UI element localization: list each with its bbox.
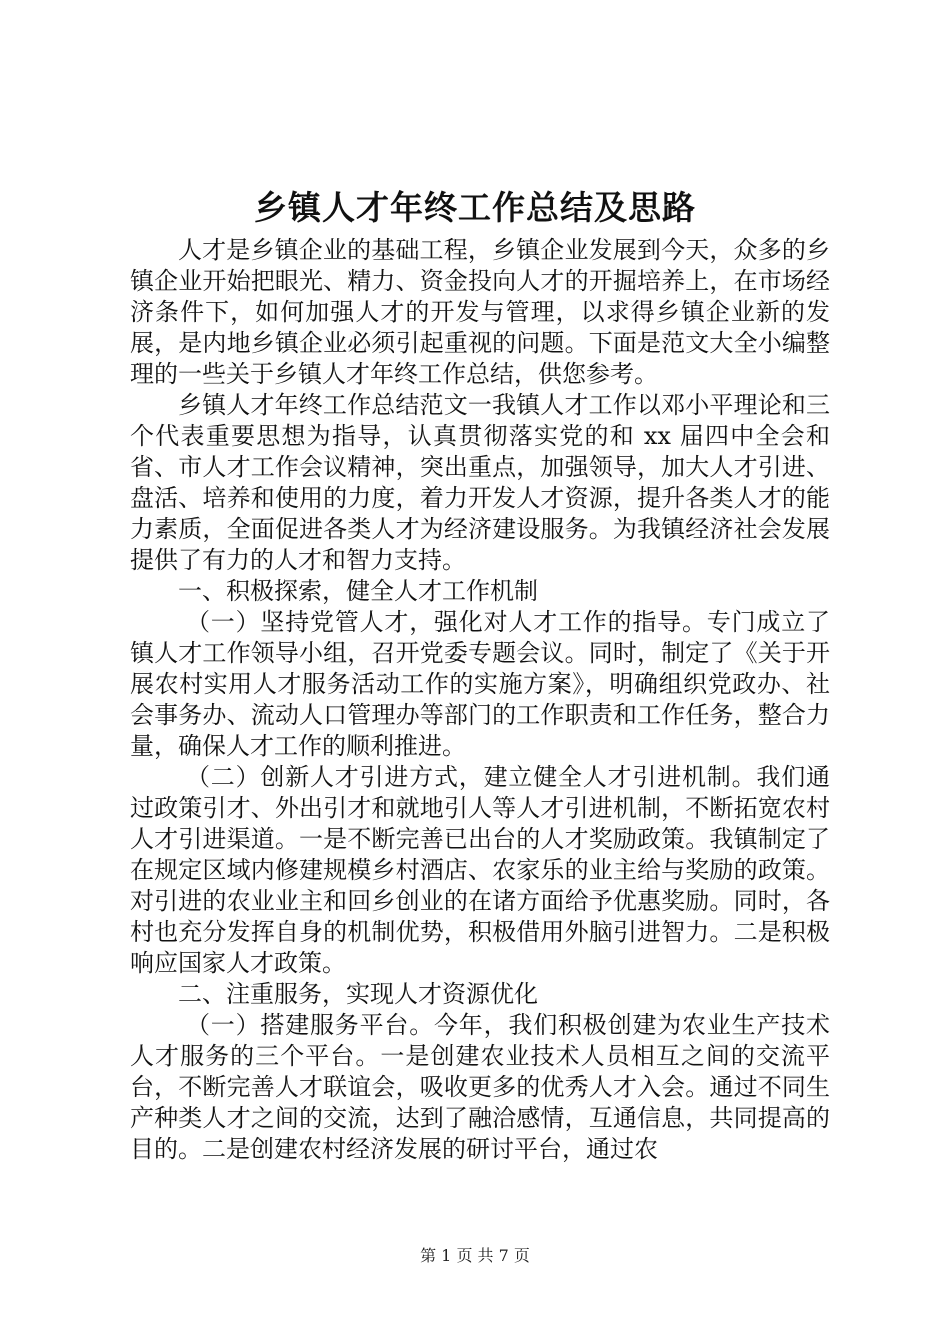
document-title: 乡镇人才年终工作总结及思路: [254, 188, 696, 227]
page-footer: 第 1 页 共 7 页: [420, 1246, 530, 1265]
intro-paragraph: 人才是乡镇企业的基础工程，乡镇企业发展到今天，众多的乡镇企业开始把眼光、精力、资金投向人才的开掘培养上，在市场经济条件下，如何加强人才的开发与管理，以求得乡镇企业新的发展，是内地乡镇企业必须引起重视的问题。下面是范文大全小编整理的一些关于乡镇人才年终工作总结，供您参考。: [130, 236, 830, 388]
subsection-paragraph-1-1: （一）坚持党管人才，强化对人才工作的指导。专门成立了镇人才工作领导小组，召开党委专题会议。同时，制定了《关于开展农村实用人才服务活动工作的实施方案》，明确组织党政办、社会事务办、流动人口管理办等部门的工作职责和工作任务，整合力量，确保人才工作的顺利推进。: [130, 608, 830, 760]
section-heading-1: 一、积极探索，健全人才工作机制: [178, 577, 538, 605]
document-body: [130, 235, 830, 1165]
subsection-paragraph-1-2: （二）创新人才引进方式，建立健全人才引进机制。我们通过政策引才、外出引才和就地引人等人才引进机制，不断拓宽农村人才引进渠道。一是不断完善已出台的人才奖励政策。我镇制定了在规定区域内修建规模乡村酒店、农家乐的业主给与奖励的政策。对引进的农业业主和回乡创业的在诸方面给予优惠奖励。同时，各村也充分发挥自身的机制优势，积极借用外脑引进智力。二是积极响应国家人才政策。: [130, 763, 830, 977]
subsection-paragraph-2-1: （一）搭建服务平台。今年，我们积极创建为农业生产技术人才服务的三个平台。一是创建农业技术人员相互之间的交流平台，不断完善人才联谊会，吸收更多的优秀人才入会。通过不同生产种类人才之间的交流，达到了融洽感情，互通信息，共同提高的目的。二是创建农村经济发展的研讨平台，通过农: [130, 1011, 830, 1163]
summary-paragraph: 乡镇人才年终工作总结范文一我镇人才工作以邓小平理论和三个代表重要思想为指导，认真贯彻落实党的和 xx 届四中全会和省、市人才工作会议精神，突出重点，加强领导，加大人才引进、盘活、培养和使用的力度，着力开发人才资源，提升各类人才的能力素质，全面促进各类人才为经济建设服务。为我镇经济社会发展提供了有力的人才和智力支持。: [130, 391, 830, 574]
section-heading-2: 二、注重服务，实现人才资源优化: [178, 980, 538, 1008]
